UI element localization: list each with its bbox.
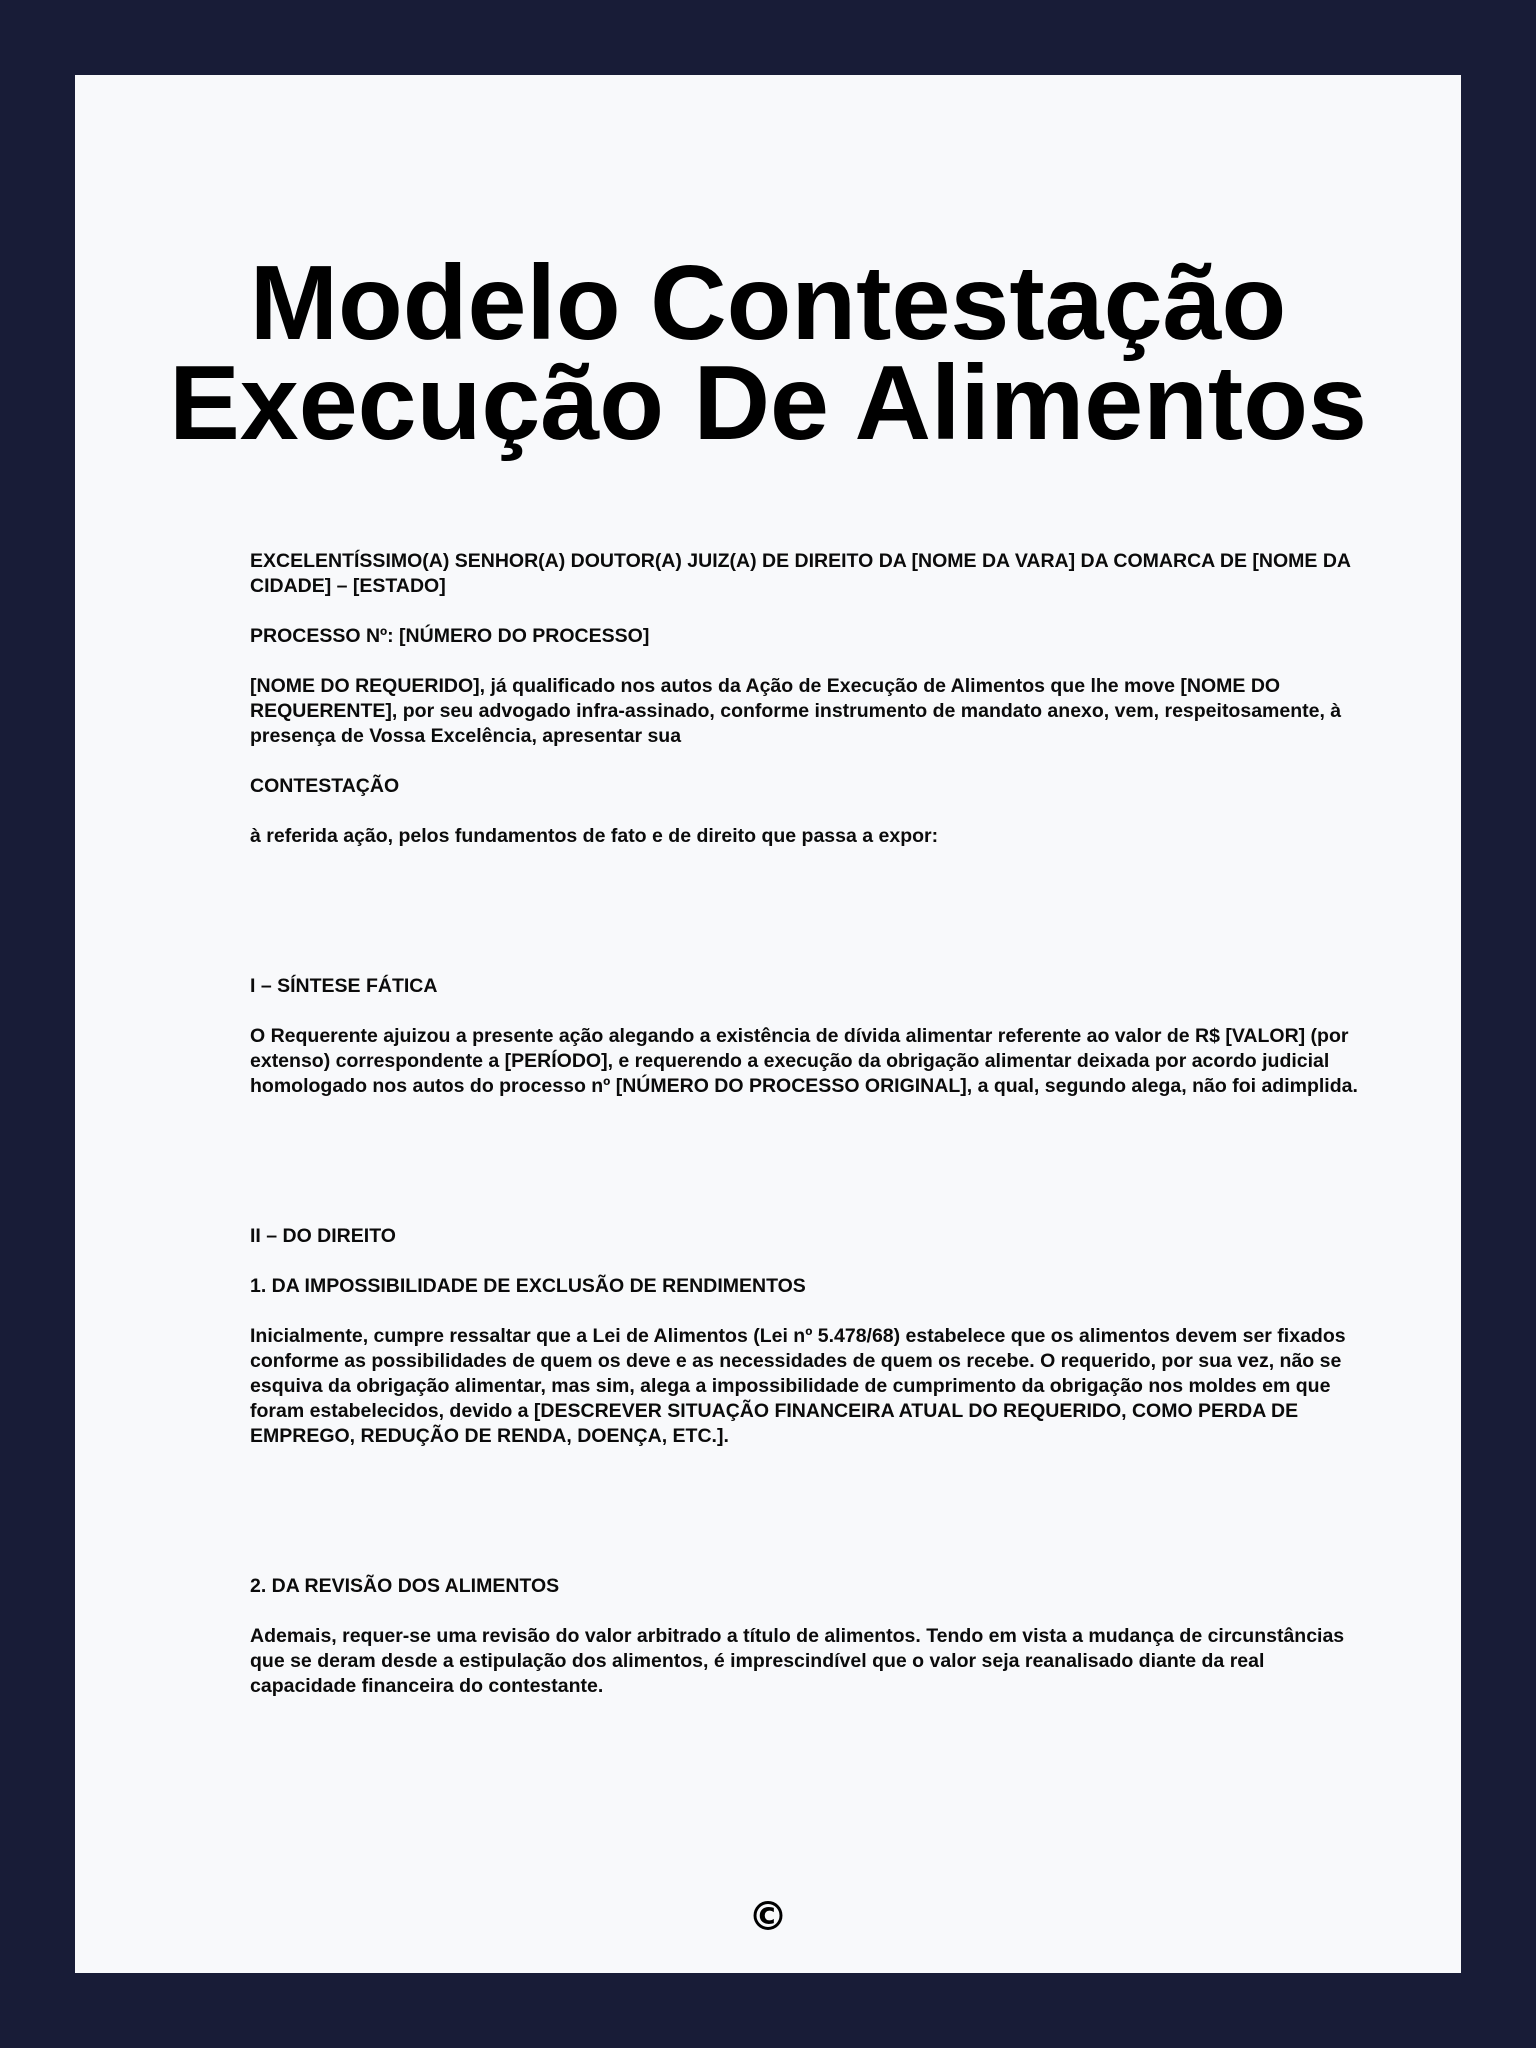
sintese-paragraph: O Requerente ajuizou a presente ação alegando a existência de dívida alimentar referente ao valor de R$ [VALOR] (por extenso) correspondente a [PERÍODO], e requerendo a execução da obrigação alimentar deixada por acordo judicial homologado nos autos do processo nº [NÚMERO DO PROCESSO ORIGINAL], a qual, segundo alega, não foi adimplida. xyxy=(250,1025,1358,1097)
document-page xyxy=(75,75,1461,1973)
copyright-icon: © xyxy=(748,1894,788,1940)
section-heading-direito: II – DO DIREITO xyxy=(250,1225,396,1247)
intro-closing: à referida ação, pelos fundamentos de fato e de direito que passa a expor: xyxy=(250,825,939,847)
contestacao-heading: CONTESTAÇÃO xyxy=(250,775,400,797)
intro-paragraph: [NOME DO REQUERIDO], já qualificado nos autos da Ação de Execução de Alimentos que lhe move [NOME DO REQUERENTE], por seu advogado infra-assinado, conforme instrumento de mandato anexo, vem, respeitosamente, à presença de Vossa Excelência, apresentar sua xyxy=(250,675,1342,747)
process-number: PROCESSO Nº: [NÚMERO DO PROCESSO] xyxy=(250,625,650,647)
revisao-paragraph: Ademais, requer-se uma revisão do valor arbitrado a título de alimentos. Tendo em vista a mudança de circunstâncias que se deram desde a estipulação dos alimentos, é imprescindível que o valor seja reanalisado diante da real capacidade financeira do contestante. xyxy=(250,1625,1345,1697)
document-body xyxy=(250,549,1360,1724)
addressee-paragraph: EXCELENTÍSSIMO(A) SENHOR(A) DOUTOR(A) JUIZ(A) DE DIREITO DA [NOME DA VARA] DA COMARCA DE [NOME DA CIDADE] – [ESTADO] xyxy=(250,550,1351,597)
section-heading-sintese: I – SÍNTESE FÁTICA xyxy=(250,975,438,997)
subsection-heading-impossibilidade: 1. DA IMPOSSIBILIDADE DE EXCLUSÃO DE RENDIMENTOS xyxy=(250,1275,806,1297)
impossibilidade-paragraph: Inicialmente, cumpre ressaltar que a Lei de Alimentos (Lei nº 5.478/68) estabelece que os alimentos devem ser fixados conforme as possibilidades de quem os deve e as necessidades de quem os recebe. O requerido, por sua vez, não se esquiva da obrigação alimentar, mas sim, alega a impossibilidade de cumprimento da obrigação nos moldes em que foram estabelecidos, devido a [DESCREVER SITUAÇÃO FINANCEIRA ATUAL DO REQUERIDO, COMO PERDA DE EMPREGO, REDUÇÃO DE RENDA, DOENÇA, ETC.]. xyxy=(250,1325,1346,1447)
title-line-1: Modelo Contestação xyxy=(249,244,1287,362)
document-title xyxy=(75,244,1461,462)
title-line-2: Execução De Alimentos xyxy=(169,344,1367,462)
subsection-heading-revisao: 2. DA REVISÃO DOS ALIMENTOS xyxy=(250,1575,560,1597)
